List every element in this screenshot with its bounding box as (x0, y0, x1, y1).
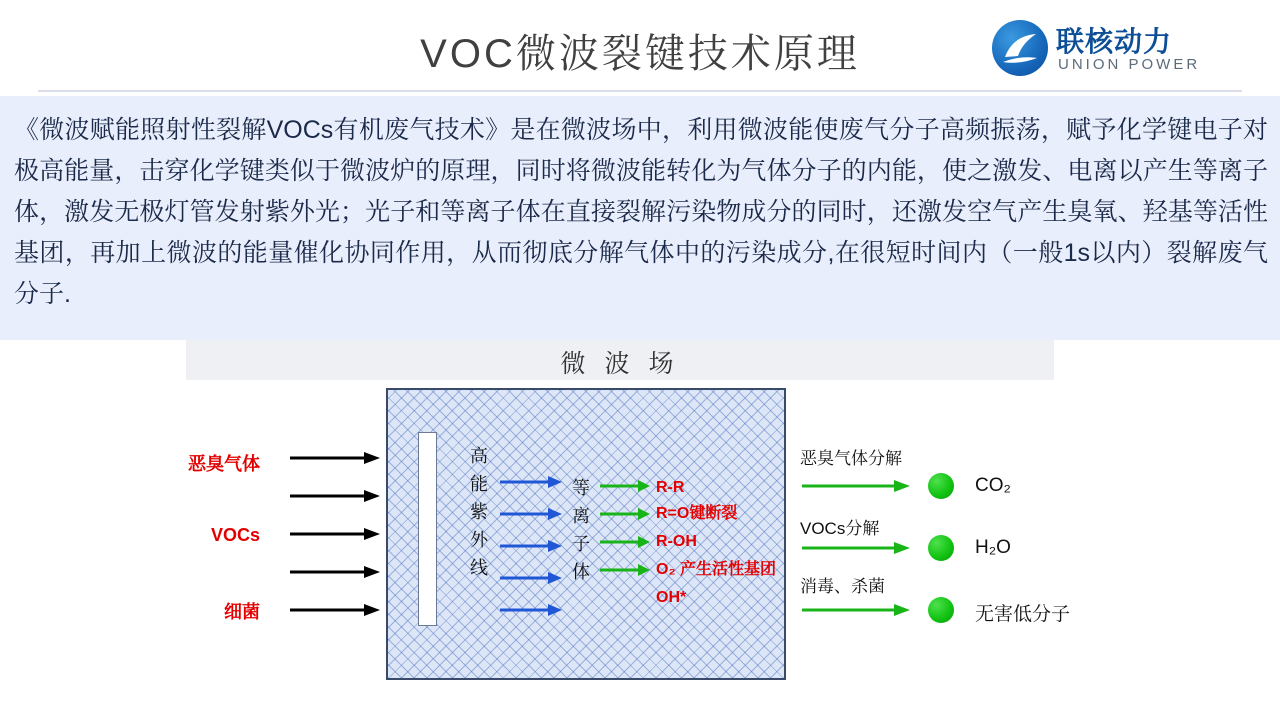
uv-char-5: 线 (470, 558, 488, 578)
logo-text-en: UNION POWER (1058, 56, 1201, 73)
description-text: 《微波赋能照射性裂解VOCs有机废气技术》是在微波场中，利用微波能使废气分子高频振荡，赋予化学键电子对极高能量，击穿化学键类似于微波炉的原理，同时将微波能转化为气体分子的内能，使之激发、电离以产生等离子体，激发无极灯管发射紫外光；光子和等离子体在直接裂解污染物成分的同时，还激发空气产生臭氧、羟基等活性基团，再加上微波的能量催化协同作用，从而彻底分解气体中的污染成分,在很短时间内（一般1s以内）裂解废气分子. (14, 116, 1268, 308)
inlet-label-vocs: VOCs (210, 525, 260, 545)
microwave-chamber (386, 388, 786, 680)
reaction-5: OH* (656, 589, 687, 606)
reaction-3: R-OH (656, 533, 697, 550)
output-product-3: 无害低分子 (975, 604, 1071, 625)
eagle-swoosh-icon (992, 20, 1048, 76)
output-dot-3 (928, 597, 954, 623)
output-product-1: CO₂ (975, 475, 1011, 496)
eagle-swoosh-glyph (1001, 31, 1039, 65)
output-label-3: 消毒、杀菌 (800, 577, 885, 596)
uv-char-2: 能 (470, 474, 488, 494)
uv-char-3: 紫 (470, 502, 488, 522)
diagram-caption: 微 波 场 (560, 350, 680, 378)
company-logo (992, 18, 1262, 80)
inlet-label-bacteria: 细菌 (224, 602, 260, 622)
plasma-char-3: 子 (572, 534, 590, 554)
uv-lamp (418, 432, 437, 626)
uv-char-4: 外 (470, 530, 488, 550)
output-product-2: H₂O (975, 537, 1011, 558)
plasma-char-1: 等 (572, 478, 590, 498)
description-panel (0, 96, 1280, 340)
reaction-1: R-R (656, 479, 685, 496)
uv-label-column (466, 442, 492, 582)
output-dot-1 (928, 473, 954, 499)
page-header (0, 0, 1280, 96)
logo-text-cn: 联核动力 (1056, 26, 1173, 57)
header-divider (38, 90, 1242, 92)
plasma-char-4: 体 (572, 562, 590, 582)
inlet-label-odor: 恶臭气体 (188, 454, 260, 474)
reaction-2: R=O键断裂 (656, 505, 738, 522)
output-label-2: VOCs分解 (800, 519, 880, 538)
uv-char-1: 高 (470, 446, 488, 466)
process-diagram (0, 340, 1280, 720)
plasma-char-2: 离 (572, 506, 590, 526)
output-label-1: 恶臭气体分解 (800, 449, 902, 468)
reaction-4: O₂ 产生活性基团 (656, 561, 777, 578)
plasma-label-column (568, 474, 594, 586)
page-title: VOC微波裂键技术原理 (420, 32, 860, 76)
output-dot-2 (928, 535, 954, 561)
